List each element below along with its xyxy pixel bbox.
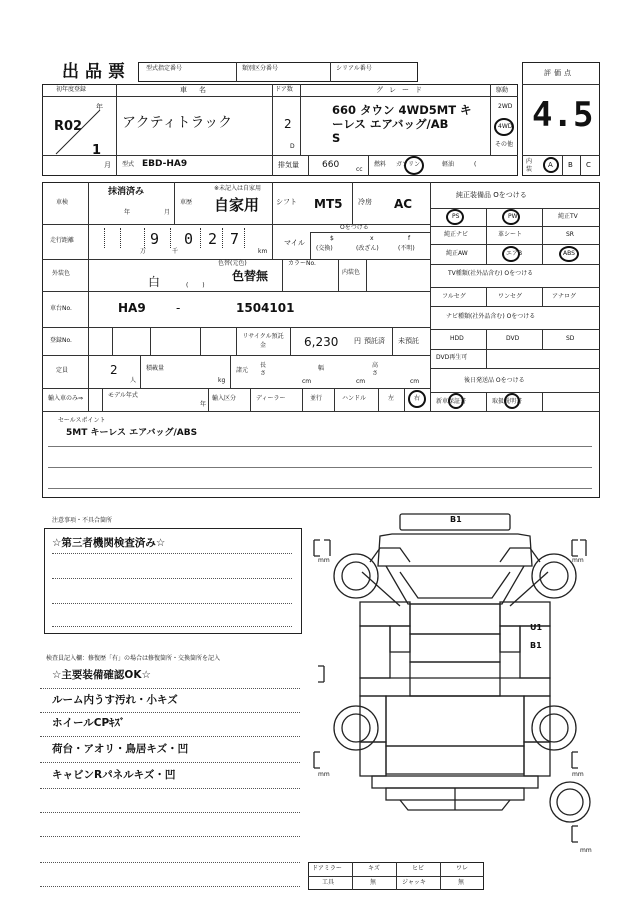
first-reg-month: 1 <box>92 143 102 158</box>
ac-label: 冷房 <box>358 198 372 206</box>
mileage-digit-1: 9 <box>150 230 160 248</box>
handle-right: 右 <box>414 395 421 402</box>
car-damage-diagram <box>300 506 610 860</box>
eval-score: 4.5 <box>532 95 594 135</box>
type-cert-label: 型式指定番号 <box>146 65 183 72</box>
color-no-label: カラーNo. <box>288 260 316 267</box>
equip-ps-circle <box>446 209 464 225</box>
meter-note: Oをつける <box>340 224 369 231</box>
grade-label: グレード <box>376 86 428 94</box>
car-name-label: 車名 <box>180 86 218 94</box>
doors-label: ドア数 <box>275 86 293 93</box>
repaint-paren: ( ) <box>186 282 211 289</box>
shaken-month-unit: 月 <box>164 209 171 216</box>
grade-value: 660 タウン 4WD5MT キ ーレス エアバッグ/AB S <box>332 103 472 145</box>
equip-airbag-circle <box>502 246 523 262</box>
shift-value: MT5 <box>314 197 343 211</box>
recycle-label: リサイクル預託金 <box>242 333 284 349</box>
damage-b1-front: B1 <box>450 515 462 524</box>
fuel-other: ( <box>474 161 477 168</box>
handle-right-circle <box>408 390 426 408</box>
doors-value: 2 <box>284 117 292 131</box>
tv-one: ワンセグ <box>498 293 523 300</box>
mile-label: マイル <box>284 239 305 247</box>
fuel-label: 燃料 <box>374 161 387 168</box>
year-unit: 年 <box>96 103 103 111</box>
sales-label: セールスポイント <box>58 417 106 424</box>
mm-label-1: mm <box>318 557 330 564</box>
equip-airbag: エアB <box>506 250 523 257</box>
model-value: EBD-HA9 <box>142 159 188 169</box>
shaken-status: 抹消済み <box>108 187 145 197</box>
class-no-label: 類別区分番号 <box>242 65 279 72</box>
mileage-label: 走行距離 <box>50 237 75 244</box>
chassis-label: 車台No. <box>50 305 72 312</box>
month-unit: 月 <box>104 161 111 169</box>
interior-a: A <box>548 161 553 169</box>
note-line-3: ホイールCPｷｽﾞ <box>52 717 125 729</box>
handle-left: 左 <box>388 395 395 402</box>
drive-4wd: 4WD <box>498 123 513 130</box>
mm-label-5: mm <box>580 847 592 854</box>
shift-label: シフト <box>276 198 297 206</box>
note-line-2: ルーム内うす汚れ・小キズ <box>52 694 178 706</box>
mm-label-4: mm <box>572 771 584 778</box>
later-warranty: 新車保証書 <box>436 398 467 405</box>
sales-text: 5MT キーレス エアバッグ/ABS <box>66 428 198 438</box>
interior-label: 内装 <box>526 158 533 173</box>
mm-label-2: mm <box>572 557 584 564</box>
tv-title: TV種類(社外品含む) Oをつける <box>448 270 534 277</box>
import-dealer: ディーラー <box>256 395 286 402</box>
repaint-label: 色替(元色) <box>218 260 247 267</box>
tv-full: フルセグ <box>442 293 466 300</box>
km-unit: km <box>258 248 268 255</box>
fuel-diesel: 軽油 <box>442 161 455 168</box>
fuel-gasoline: ガソリン <box>396 161 421 168</box>
first-reg-year: R02 <box>54 119 83 134</box>
repaint-value: 色替無 <box>232 269 269 283</box>
nav-sd: SD <box>566 335 575 342</box>
meter-swap: $ <box>330 235 334 242</box>
nav-title: ナビ種類(社外品含む) Oをつける <box>446 313 536 320</box>
history-note: ※未記入は自家用 <box>214 185 262 192</box>
drive-4wd-circle <box>494 118 514 136</box>
width-label: 幅 <box>318 365 325 372</box>
nav-dvd: DVD <box>506 335 520 342</box>
model-year-unit: 年 <box>200 401 207 408</box>
mileage-man-unit: 万 <box>140 248 147 255</box>
chassis-prefix: HA9 <box>118 301 146 315</box>
exterior-label: 外装色 <box>52 270 71 277</box>
caution-text: ☆第三者機関検査済み☆ <box>52 537 166 549</box>
first-reg-label: 初年度登録 <box>56 86 87 93</box>
handle-label: ハンドル <box>342 395 367 402</box>
length-label: 長さ <box>260 362 267 377</box>
recycle-unit: 円 <box>354 337 361 345</box>
later-warranty-circle <box>448 393 464 409</box>
recycle-paid: 預託済 <box>364 337 385 345</box>
equip-aw: 純正AW <box>446 250 468 257</box>
equip-tv: 純正TV <box>558 213 578 220</box>
mileage-digit-4: 7 <box>230 230 240 248</box>
meter-unknown-label: (不明) <box>398 245 415 252</box>
height-unit: cm <box>410 378 420 385</box>
capacity-value: 2 <box>110 363 118 377</box>
equip-pw: PW <box>508 213 518 220</box>
dvd-playback: DVD再生可 <box>436 354 468 361</box>
load-unit: kg <box>218 377 226 384</box>
import-label: 輸入車のみ⇒ <box>48 395 84 402</box>
shaken-label: 車検 <box>56 199 69 206</box>
equip-pw-circle <box>502 209 520 225</box>
interior-color-label: 内装色 <box>342 269 361 276</box>
note-line-5: キャビンRパネルキズ・凹 <box>52 769 176 781</box>
shaken-year-unit: 年 <box>124 209 131 216</box>
meter-tamper-label: (改ざん) <box>356 245 379 252</box>
chassis-number: 1504101 <box>236 301 295 315</box>
form-title: 出品票 <box>62 62 131 82</box>
mm-label-3: mm <box>318 771 330 778</box>
interior-c: C <box>586 161 591 169</box>
cc-value: 660 <box>322 160 340 170</box>
mileage-digit-3: 2 <box>208 230 218 248</box>
meter-unknown: f <box>408 235 411 242</box>
later-manual-circle <box>504 393 520 409</box>
equip-abs-circle <box>559 246 579 262</box>
later-manual: 取扱説明書 <box>492 398 523 405</box>
meter-tamper: x <box>370 235 374 242</box>
inspector-label: 検査員記入欄：修復歴「有」の場合は修復箇所・交換箇所を記入 <box>46 655 221 662</box>
model-label: 型式 <box>122 161 135 168</box>
drive-2wd: 2WD <box>498 103 513 110</box>
cc-label: 排気量 <box>278 161 299 169</box>
import-class-label: 輸入区分 <box>212 395 237 402</box>
meter-swap-label: (交換) <box>316 245 333 252</box>
exterior-value: 白 <box>148 275 161 289</box>
recycle-unpaid: 未預託 <box>398 337 419 345</box>
drive-label: 駆動 <box>496 87 509 94</box>
equip-sr: SR <box>566 231 574 238</box>
footer-tools: 工具 <box>322 879 335 886</box>
length-unit: cm <box>302 378 312 385</box>
recycle-value: 6,230 <box>304 335 339 349</box>
tv-analog: アナログ <box>552 293 577 300</box>
footer-tools-value: 無 <box>370 879 377 886</box>
car-name: アクティトラック <box>122 115 233 131</box>
capacity-label: 定員 <box>56 367 69 374</box>
model-year-label: モデル年式 <box>108 392 138 399</box>
equip-navi: 純正ナビ <box>444 231 469 238</box>
mileage-digit-2: 0 <box>184 230 194 248</box>
caution-label: 注意事項・不具合箇所 <box>52 517 113 524</box>
import-parallel: 並行 <box>310 395 323 402</box>
note-line-1: ☆主要装備確認OK☆ <box>52 669 151 681</box>
nav-hdd: HDD <box>450 335 464 342</box>
load-label: 積載量 <box>146 365 165 372</box>
later-title: 後日発送品 Oをつける <box>464 377 525 384</box>
footer-h-crack: ヒビ <box>412 865 425 872</box>
serial-label: シリアル番号 <box>336 65 372 72</box>
footer-h-mirror: ドアミラー <box>312 865 342 872</box>
capacity-unit: 人 <box>130 377 137 384</box>
footer-h-scratch: キズ <box>368 865 380 872</box>
damage-b1-side: B1 <box>530 641 542 650</box>
footer-jack-value: 無 <box>458 879 465 886</box>
damage-u1: U1 <box>530 623 543 632</box>
ac-value: AC <box>394 197 413 211</box>
equip-ps: PS <box>452 213 460 220</box>
equipment-title: 純正装備品 Oをつける <box>456 191 527 199</box>
height-label: 高さ <box>372 362 379 377</box>
mileage-sen-unit: 千 <box>172 248 179 255</box>
chassis-dash: - <box>176 301 181 315</box>
reg-no-label: 登録No. <box>50 337 72 344</box>
note-line-4: 荷台・アオリ・鳥居キズ・凹 <box>52 743 189 755</box>
equip-abs: ABS <box>563 250 575 257</box>
cc-unit: cc <box>356 166 363 173</box>
eval-label: 評価点 <box>544 69 574 77</box>
interior-a-circle <box>543 157 559 173</box>
dims-label: 諸元 <box>236 367 249 374</box>
footer-h-break: ワレ <box>456 865 469 872</box>
footer-jack: ジャッキ <box>402 879 426 886</box>
interior-b: B <box>568 161 573 169</box>
drive-other: その他 <box>495 141 514 148</box>
mileage-boxes <box>96 228 266 254</box>
history-label: 車歴 <box>180 199 193 206</box>
fuel-gasoline-circle <box>404 156 424 175</box>
doors-suffix: D <box>290 143 295 150</box>
width-unit: cm <box>356 378 366 385</box>
reg-slash <box>50 100 116 156</box>
equip-leather: 革シート <box>498 231 523 238</box>
history-value: 自家用 <box>214 196 260 214</box>
